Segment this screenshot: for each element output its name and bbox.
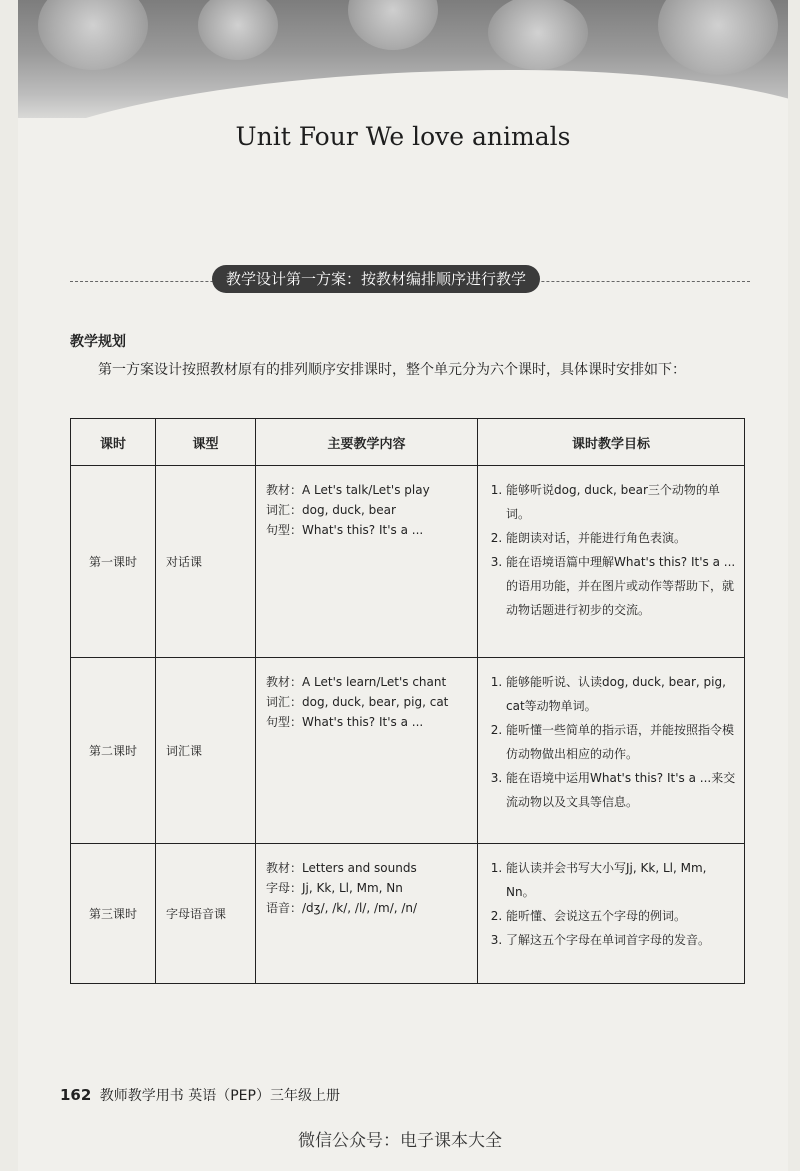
header-banner: [18, 0, 788, 118]
content-line: 字母：Jj, Kk, Ll, Mm, Nn: [266, 881, 403, 895]
content-line: 词汇：dog, duck, bear: [266, 503, 396, 517]
page-footer: [60, 1085, 340, 1105]
type-cell: 字母语音课: [156, 844, 256, 984]
col-header: 课时教学目标: [478, 419, 745, 466]
plan-label: 教学设计第一方案：按教材编排顺序进行教学: [212, 265, 540, 293]
goal-item: 1. 能认读并会书写大小写Jj, Kk, Ll, Mm, Nn。: [506, 856, 736, 904]
table-header-row: [71, 419, 745, 466]
table-row: [71, 466, 745, 658]
goals-cell: [478, 466, 745, 658]
flower-decoration: [38, 0, 148, 70]
goal-item: 3. 了解这五个字母在单词首字母的发音。: [506, 928, 736, 952]
content-line: 教材：A Let's learn/Let's chant: [266, 675, 447, 689]
flower-decoration: [488, 0, 588, 70]
type-cell: 对话课: [156, 466, 256, 658]
content-cell: [256, 466, 478, 658]
content-line: 语音：/dʒ/, /k/, /l/, /m/, /n/: [266, 901, 418, 915]
period-cell: 第二课时: [71, 658, 156, 844]
flower-decoration: [658, 0, 778, 75]
book-title: 教师教学用书 英语（PEP）三年级上册: [99, 1088, 340, 1104]
unit-title: Unit Four We love animals: [235, 122, 571, 151]
flower-decoration: [198, 0, 278, 60]
banner-curve: [18, 70, 788, 118]
col-header: 主要教学内容: [256, 419, 478, 466]
content-line: 教材：Letters and sounds: [266, 861, 417, 875]
col-header: 课时: [71, 419, 156, 466]
page: [18, 0, 788, 1171]
flower-decoration: [348, 0, 438, 50]
page-number: 162: [60, 1086, 92, 1104]
period-cell: 第一课时: [71, 466, 156, 658]
content-line: 教材：A Let's talk/Let's play: [266, 483, 430, 497]
period-cell: 第三课时: [71, 844, 156, 984]
lesson-plan-table: [70, 418, 745, 984]
section-heading: 教学规划: [70, 334, 126, 350]
goal-item: 1. 能够听说dog, duck, bear三个动物的单词。: [506, 478, 736, 526]
intro-paragraph: 第一方案设计按照教材原有的排列顺序安排课时，整个单元分为六个课时，具体课时安排如下：: [98, 362, 686, 378]
goal-item: 2. 能听懂、会说这五个字母的例词。: [506, 904, 736, 928]
content-cell: [256, 844, 478, 984]
content-line: 句型：What's this? It's a ...: [266, 523, 424, 537]
table-row: [71, 844, 745, 984]
goal-item: 2. 能朗读对话，并能进行角色表演。: [506, 526, 736, 550]
goal-item: 3. 能在语境中运用What's this? It's a ...来交流动物以及文具等信息。: [506, 766, 736, 814]
goal-item: 2. 能听懂一些简单的指示语，并能按照指令模仿动物做出相应的动作。: [506, 718, 736, 766]
goals-cell: [478, 844, 745, 984]
goal-item: 3. 能在语境语篇中理解What's this? It's a ... 的语用功能，并在图片或动作等帮助下，就动物话题进行初步的交流。: [506, 550, 736, 622]
plan-banner: [70, 265, 750, 293]
table-row: [71, 658, 745, 844]
content-line: 词汇：dog, duck, bear, pig, cat: [266, 695, 449, 709]
goal-item: 1. 能够能听说、认读dog, duck, bear, pig, cat等动物单词。: [506, 670, 736, 718]
type-cell: 词汇课: [156, 658, 256, 844]
content-cell: [256, 658, 478, 844]
goals-cell: [478, 658, 745, 844]
watermark: 微信公众号：电子课本大全: [298, 1131, 502, 1151]
content-line: 句型：What's this? It's a ...: [266, 715, 424, 729]
col-header: 课型: [156, 419, 256, 466]
